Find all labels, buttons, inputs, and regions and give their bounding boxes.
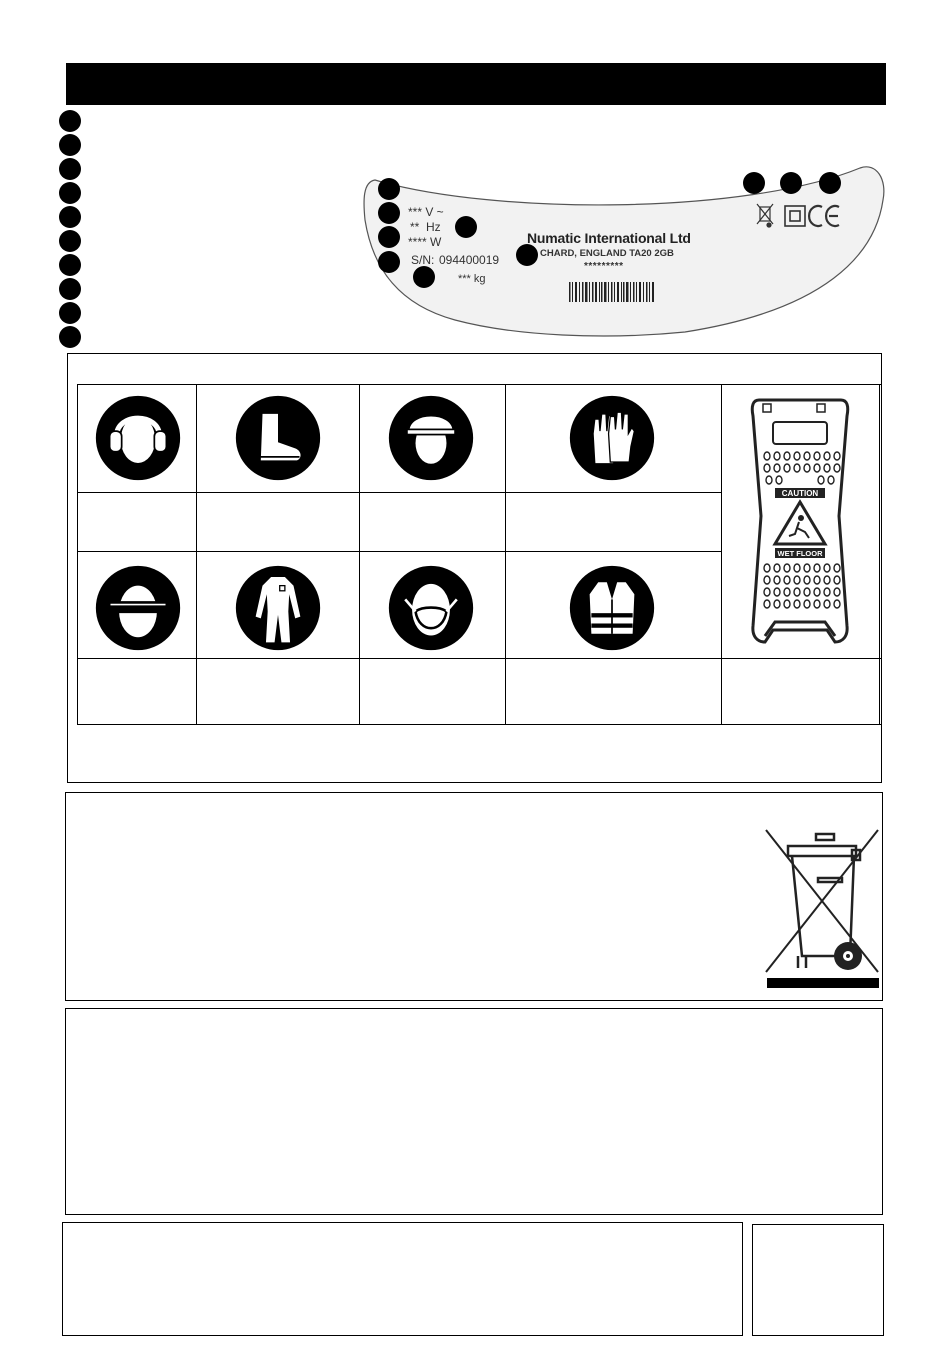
safety-gloves-icon xyxy=(569,395,655,481)
ear-protection-icon xyxy=(95,395,181,481)
sign-wet-floor-text: WET FLOOR xyxy=(777,549,823,558)
plate-marker-1 xyxy=(378,178,400,200)
plate-serial-number: 094400019 xyxy=(439,253,500,267)
plate-marker-3 xyxy=(378,226,400,248)
plate-marker-4 xyxy=(378,251,400,273)
hi-vis-vest-icon xyxy=(569,565,655,651)
plate-company: Numatic International Ltd xyxy=(527,230,691,246)
ppe-grid-line xyxy=(359,384,360,725)
plate-address: CHARD, ENGLAND TA20 2GB xyxy=(540,248,674,259)
bullet-2 xyxy=(59,134,81,156)
ppe-grid-line xyxy=(77,724,882,725)
bullet-10 xyxy=(59,326,81,348)
plate-serial-label: S/N: xyxy=(411,253,435,267)
plate-marker-7 xyxy=(516,244,538,266)
disposal-panel xyxy=(65,792,883,1001)
ppe-grid-line xyxy=(879,384,880,725)
plate-voltage: *** V ~ xyxy=(408,205,444,219)
info-panel xyxy=(65,1008,883,1215)
weee-crossed-bin-icon xyxy=(762,826,882,990)
overalls-icon xyxy=(235,565,321,651)
ppe-grid-line xyxy=(77,551,722,552)
footer-panel xyxy=(62,1222,743,1336)
bullet-3 xyxy=(59,158,81,180)
eye-protection-icon xyxy=(95,565,181,651)
plate-marker-9 xyxy=(780,172,802,194)
ppe-grid-line xyxy=(77,384,78,725)
ppe-grid-line xyxy=(77,384,882,385)
bullet-6 xyxy=(59,230,81,252)
plate-marker-6 xyxy=(455,216,477,238)
plate-marker-5 xyxy=(413,266,435,288)
ppe-grid-line xyxy=(77,658,882,659)
plate-marker-10 xyxy=(819,172,841,194)
caution-wet-floor-sign-icon xyxy=(745,396,855,650)
sign-caution-text: CAUTION xyxy=(781,489,819,498)
ppe-grid-line xyxy=(721,384,722,725)
plate-power: **** W xyxy=(408,235,442,249)
bullet-9 xyxy=(59,302,81,324)
dust-mask-icon xyxy=(388,565,474,651)
safety-boots-icon xyxy=(235,395,321,481)
section-header-bar xyxy=(66,63,886,105)
safety-helmet-icon xyxy=(388,395,474,481)
ppe-grid-line xyxy=(77,492,722,493)
bullet-5 xyxy=(59,206,81,228)
plate-code: ********* xyxy=(584,261,624,272)
plate-frequency: ** Hz xyxy=(410,220,441,234)
ppe-grid-line xyxy=(196,384,197,725)
ppe-grid-line xyxy=(505,384,506,725)
bullet-1 xyxy=(59,110,81,132)
bullet-8 xyxy=(59,278,81,300)
plate-weight: *** kg xyxy=(458,273,486,285)
plate-marker-8 xyxy=(743,172,765,194)
plate-marker-2 xyxy=(378,202,400,224)
bullet-7 xyxy=(59,254,81,276)
footer-page-box xyxy=(752,1224,884,1336)
rating-plate xyxy=(355,160,885,338)
bullet-4 xyxy=(59,182,81,204)
